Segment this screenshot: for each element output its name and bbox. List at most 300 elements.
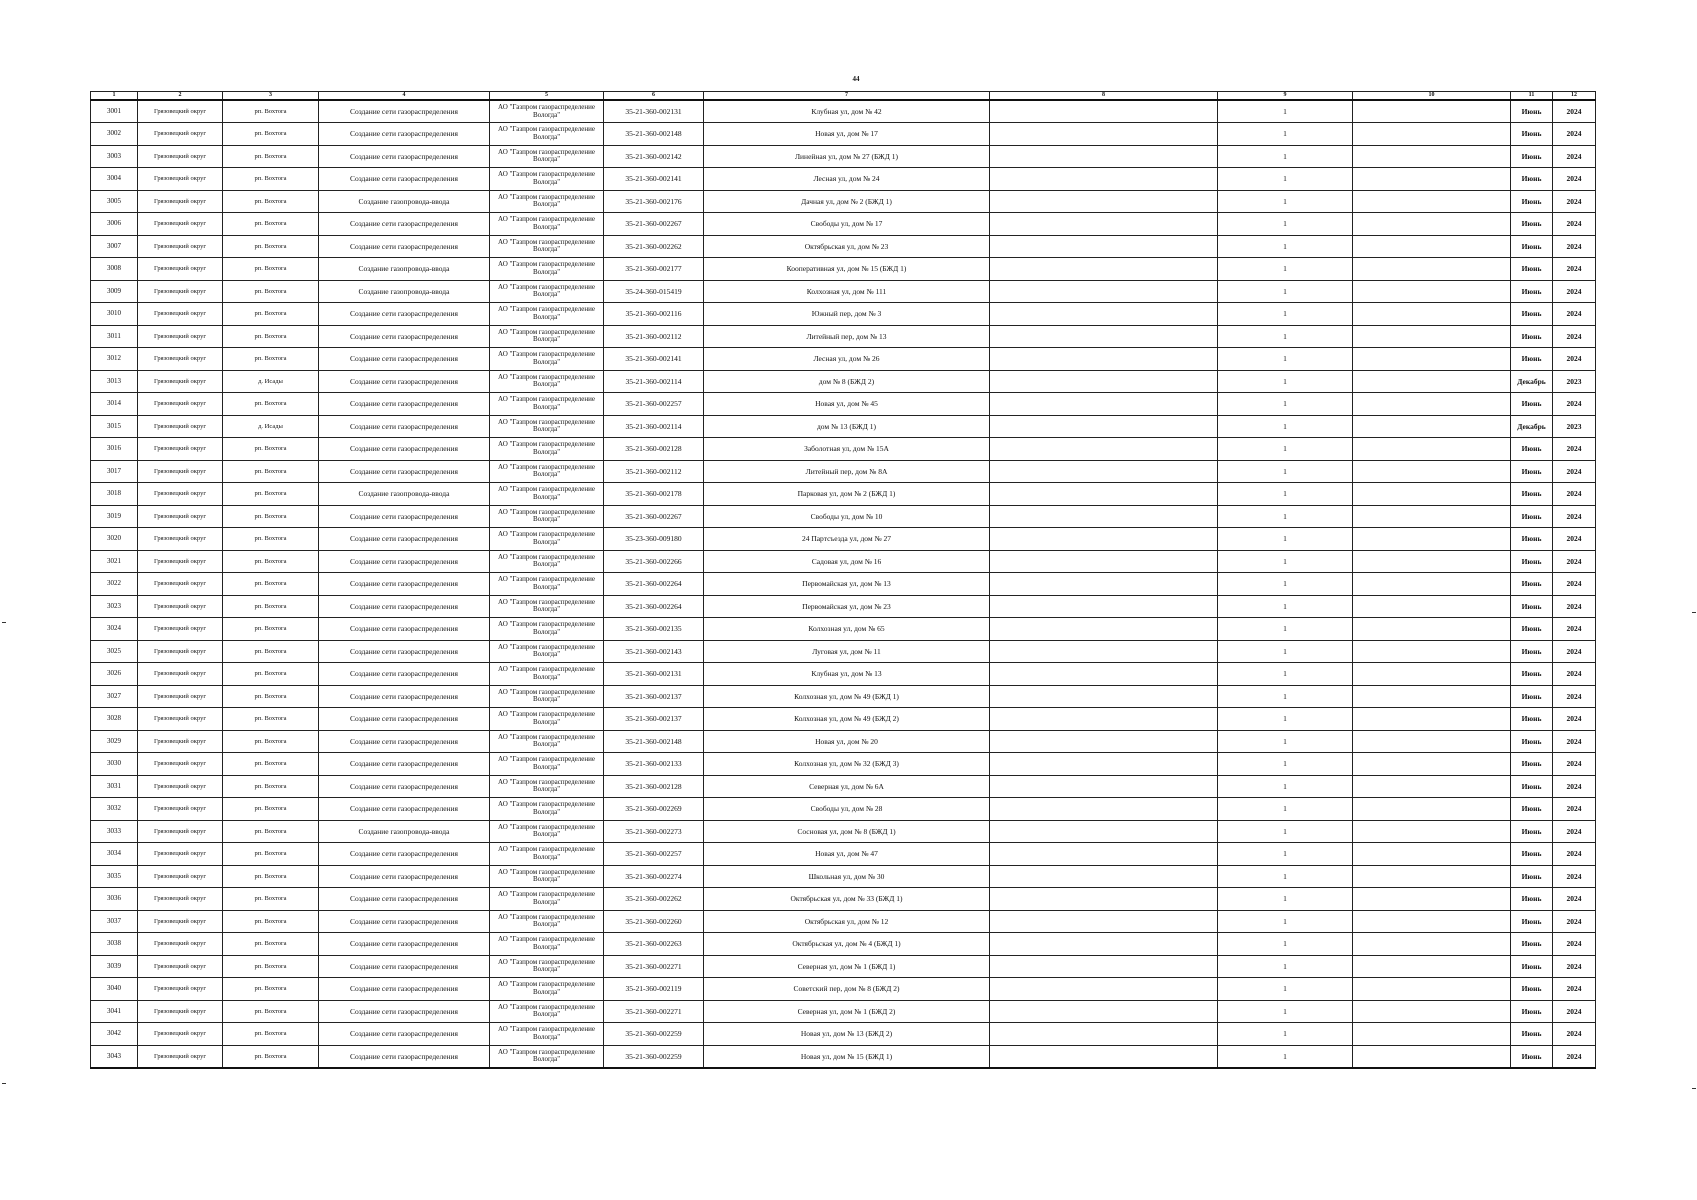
table-row: [91, 303, 1596, 326]
address-cell: Северная ул, дом № 1 (БЖД 1): [704, 955, 990, 978]
gas-operator-cell: АО "Газпром газораспределение Вологда": [490, 573, 604, 596]
empty-cell: [1353, 775, 1511, 798]
settlement-cell: рп. Вохтога: [223, 753, 319, 776]
work-type-cell: Создание сети газораспределения: [319, 460, 490, 483]
year-cell: 2024: [1553, 190, 1596, 213]
empty-cell: [1353, 348, 1511, 371]
month-cell: Июнь: [1511, 1000, 1553, 1023]
month-cell: Июнь: [1511, 775, 1553, 798]
object-code-cell: 35-21-360-002148: [604, 730, 704, 753]
address-cell: Новая ул, дом № 47: [704, 843, 990, 866]
row-number-cell: 3019: [91, 505, 138, 528]
work-type-cell: Создание сети газораспределения: [319, 978, 490, 1001]
empty-cell: [990, 1023, 1218, 1046]
month-cell: Июнь: [1511, 528, 1553, 551]
settlement-cell: рп. Вохтога: [223, 303, 319, 326]
settlement-cell: рп. Вохтога: [223, 618, 319, 641]
month-cell: Июнь: [1511, 933, 1553, 956]
table-row: [91, 168, 1596, 191]
quantity-cell: 1: [1218, 798, 1353, 821]
row-number-cell: 3016: [91, 438, 138, 461]
table-row: [91, 235, 1596, 258]
table-row: [91, 730, 1596, 753]
object-code-cell: 35-21-360-002259: [604, 1045, 704, 1068]
month-cell: Декабрь: [1511, 415, 1553, 438]
gas-operator-cell: АО "Газпром газораспределение Вологда": [490, 640, 604, 663]
work-type-cell: Создание сети газораспределения: [319, 438, 490, 461]
object-code-cell: 35-21-360-002259: [604, 1023, 704, 1046]
municipal-district-cell: Грязовецкий округ: [138, 595, 223, 618]
municipal-district-cell: Грязовецкий округ: [138, 168, 223, 191]
empty-cell: [990, 955, 1218, 978]
empty-cell: [1353, 528, 1511, 551]
address-cell: Дачная ул, дом № 2 (БЖД 1): [704, 190, 990, 213]
quantity-cell: 1: [1218, 100, 1353, 123]
month-cell: Июнь: [1511, 978, 1553, 1001]
address-cell: Первомайская ул, дом № 23: [704, 595, 990, 618]
month-cell: Июнь: [1511, 820, 1553, 843]
work-type-cell: Создание сети газораспределения: [319, 168, 490, 191]
empty-cell: [1353, 1045, 1511, 1068]
quantity-cell: 1: [1218, 820, 1353, 843]
empty-cell: [990, 888, 1218, 911]
row-number-cell: 3003: [91, 145, 138, 168]
quantity-cell: 1: [1218, 865, 1353, 888]
object-code-cell: 35-21-360-002133: [604, 753, 704, 776]
settlement-cell: рп. Вохтога: [223, 1045, 319, 1068]
empty-cell: [990, 280, 1218, 303]
address-cell: дом № 13 (БЖД 1): [704, 415, 990, 438]
address-cell: Луговая ул, дом № 11: [704, 640, 990, 663]
row-number-cell: 3043: [91, 1045, 138, 1068]
row-number-cell: 3040: [91, 978, 138, 1001]
municipal-district-cell: Грязовецкий округ: [138, 798, 223, 821]
object-code-cell: 35-21-360-002176: [604, 190, 704, 213]
row-number-cell: 3032: [91, 798, 138, 821]
empty-cell: [990, 348, 1218, 371]
settlement-cell: рп. Вохтога: [223, 775, 319, 798]
empty-cell: [990, 1045, 1218, 1068]
municipal-district-cell: Грязовецкий округ: [138, 505, 223, 528]
empty-cell: [1353, 865, 1511, 888]
settlement-cell: рп. Вохтога: [223, 798, 319, 821]
settlement-cell: рп. Вохтога: [223, 955, 319, 978]
gas-operator-cell: АО "Газпром газораспределение Вологда": [490, 100, 604, 123]
object-code-cell: 35-21-360-002119: [604, 978, 704, 1001]
settlement-cell: рп. Вохтога: [223, 168, 319, 191]
address-cell: Колхозная ул, дом № 49 (БЖД 2): [704, 708, 990, 731]
quantity-cell: 1: [1218, 325, 1353, 348]
address-cell: Октябрьская ул, дом № 12: [704, 910, 990, 933]
row-number-cell: 3024: [91, 618, 138, 641]
gas-operator-cell: АО "Газпром газораспределение Вологда": [490, 955, 604, 978]
empty-cell: [990, 213, 1218, 236]
settlement-cell: д. Исады: [223, 370, 319, 393]
table-row: [91, 415, 1596, 438]
gas-operator-cell: АО "Газпром газораспределение Вологда": [490, 393, 604, 416]
object-code-cell: 35-21-360-002141: [604, 348, 704, 371]
year-cell: 2024: [1553, 1000, 1596, 1023]
municipal-district-cell: Грязовецкий округ: [138, 933, 223, 956]
row-number-cell: 3036: [91, 888, 138, 911]
settlement-cell: рп. Вохтога: [223, 190, 319, 213]
empty-cell: [1353, 708, 1511, 731]
settlement-cell: рп. Вохтога: [223, 145, 319, 168]
row-number-cell: 3027: [91, 685, 138, 708]
row-number-cell: 3035: [91, 865, 138, 888]
address-cell: Новая ул, дом № 15 (БЖД 1): [704, 1045, 990, 1068]
quantity-cell: 1: [1218, 753, 1353, 776]
row-number-cell: 3029: [91, 730, 138, 753]
address-cell: Октябрьская ул, дом № 23: [704, 235, 990, 258]
municipal-district-cell: Грязовецкий округ: [138, 685, 223, 708]
gas-operator-cell: АО "Газпром газораспределение Вологда": [490, 798, 604, 821]
settlement-cell: рп. Вохтога: [223, 910, 319, 933]
row-number-cell: 3014: [91, 393, 138, 416]
quantity-cell: 1: [1218, 438, 1353, 461]
address-cell: Северная ул, дом № 6А: [704, 775, 990, 798]
quantity-cell: 1: [1218, 595, 1353, 618]
scan-edge-mark: [2, 1083, 6, 1084]
empty-cell: [1353, 145, 1511, 168]
empty-cell: [1353, 640, 1511, 663]
column-header-4: 4: [319, 92, 490, 101]
object-code-cell: 35-21-360-002269: [604, 798, 704, 821]
municipal-district-cell: Грязовецкий округ: [138, 528, 223, 551]
table-row: [91, 865, 1596, 888]
settlement-cell: рп. Вохтога: [223, 663, 319, 686]
empty-cell: [990, 370, 1218, 393]
month-cell: Июнь: [1511, 438, 1553, 461]
settlement-cell: рп. Вохтога: [223, 100, 319, 123]
object-code-cell: 35-21-360-002142: [604, 145, 704, 168]
gas-operator-cell: АО "Газпром газораспределение Вологда": [490, 910, 604, 933]
municipal-district-cell: Грязовецкий округ: [138, 100, 223, 123]
empty-cell: [990, 708, 1218, 731]
empty-cell: [990, 618, 1218, 641]
scan-edge-mark: [1692, 612, 1696, 613]
year-cell: 2024: [1553, 888, 1596, 911]
object-code-cell: 35-21-360-002271: [604, 1000, 704, 1023]
table-row: [91, 505, 1596, 528]
object-code-cell: 35-21-360-002143: [604, 640, 704, 663]
row-number-cell: 3028: [91, 708, 138, 731]
month-cell: Июнь: [1511, 595, 1553, 618]
year-cell: 2024: [1553, 933, 1596, 956]
year-cell: 2024: [1553, 595, 1596, 618]
municipal-district-cell: Грязовецкий округ: [138, 843, 223, 866]
settlement-cell: рп. Вохтога: [223, 888, 319, 911]
municipal-district-cell: Грязовецкий округ: [138, 888, 223, 911]
year-cell: 2024: [1553, 528, 1596, 551]
row-number-cell: 3022: [91, 573, 138, 596]
year-cell: 2024: [1553, 123, 1596, 146]
row-number-cell: 3018: [91, 483, 138, 506]
quantity-cell: 1: [1218, 168, 1353, 191]
empty-cell: [990, 865, 1218, 888]
settlement-cell: рп. Вохтога: [223, 820, 319, 843]
gas-operator-cell: АО "Газпром газораспределение Вологда": [490, 618, 604, 641]
settlement-cell: рп. Вохтога: [223, 865, 319, 888]
month-cell: Июнь: [1511, 303, 1553, 326]
table-row: [91, 1000, 1596, 1023]
work-type-cell: Создание сети газораспределения: [319, 775, 490, 798]
work-type-cell: Создание сети газораспределения: [319, 325, 490, 348]
year-cell: 2024: [1553, 483, 1596, 506]
empty-cell: [1353, 460, 1511, 483]
address-cell: Октябрьская ул, дом № 33 (БЖД 1): [704, 888, 990, 911]
gas-operator-cell: АО "Газпром газораспределение Вологда": [490, 550, 604, 573]
municipal-district-cell: Грязовецкий округ: [138, 370, 223, 393]
month-cell: Июнь: [1511, 910, 1553, 933]
object-code-cell: 35-21-360-002128: [604, 438, 704, 461]
empty-cell: [1353, 820, 1511, 843]
empty-cell: [1353, 573, 1511, 596]
settlement-cell: рп. Вохтога: [223, 843, 319, 866]
object-code-cell: 35-21-360-002257: [604, 843, 704, 866]
month-cell: Июнь: [1511, 483, 1553, 506]
quantity-cell: 1: [1218, 775, 1353, 798]
row-number-cell: 3010: [91, 303, 138, 326]
object-code-cell: 35-21-360-002264: [604, 573, 704, 596]
row-number-cell: 3008: [91, 258, 138, 281]
address-cell: 24 Партсъезда ул, дом № 27: [704, 528, 990, 551]
empty-cell: [990, 528, 1218, 551]
object-code-cell: 35-21-360-002116: [604, 303, 704, 326]
month-cell: Июнь: [1511, 708, 1553, 731]
empty-cell: [1353, 753, 1511, 776]
object-code-cell: 35-21-360-002135: [604, 618, 704, 641]
object-code-cell: 35-21-360-002137: [604, 708, 704, 731]
row-number-cell: 3001: [91, 100, 138, 123]
empty-cell: [990, 190, 1218, 213]
settlement-cell: рп. Вохтога: [223, 460, 319, 483]
work-type-cell: Создание газопровода-ввода: [319, 483, 490, 506]
work-type-cell: Создание сети газораспределения: [319, 910, 490, 933]
municipal-district-cell: Грязовецкий округ: [138, 865, 223, 888]
table-row: [91, 708, 1596, 731]
work-type-cell: Создание сети газораспределения: [319, 708, 490, 731]
month-cell: Июнь: [1511, 213, 1553, 236]
settlement-cell: рп. Вохтога: [223, 505, 319, 528]
empty-cell: [990, 910, 1218, 933]
scan-edge-mark: [2, 622, 6, 623]
row-number-cell: 3009: [91, 280, 138, 303]
empty-cell: [1353, 190, 1511, 213]
object-code-cell: 35-21-360-002262: [604, 235, 704, 258]
gas-operator-cell: АО "Газпром газораспределение Вологда": [490, 1023, 604, 1046]
month-cell: Июнь: [1511, 145, 1553, 168]
municipal-district-cell: Грязовецкий округ: [138, 190, 223, 213]
quantity-cell: 1: [1218, 303, 1353, 326]
column-header-9: 9: [1218, 92, 1353, 101]
quantity-cell: 1: [1218, 123, 1353, 146]
empty-cell: [990, 730, 1218, 753]
settlement-cell: рп. Вохтога: [223, 280, 319, 303]
column-header-11: 11: [1511, 92, 1553, 101]
empty-cell: [990, 325, 1218, 348]
work-type-cell: Создание сети газораспределения: [319, 235, 490, 258]
month-cell: Июнь: [1511, 798, 1553, 821]
table-row: [91, 213, 1596, 236]
month-cell: Июнь: [1511, 573, 1553, 596]
object-code-cell: 35-21-360-002131: [604, 100, 704, 123]
gas-operator-cell: АО "Газпром газораспределение Вологда": [490, 123, 604, 146]
work-type-cell: Создание сети газораспределения: [319, 618, 490, 641]
object-code-cell: 35-21-360-002274: [604, 865, 704, 888]
quantity-cell: 1: [1218, 235, 1353, 258]
municipal-district-cell: Грязовецкий округ: [138, 438, 223, 461]
empty-cell: [1353, 325, 1511, 348]
empty-cell: [1353, 213, 1511, 236]
year-cell: 2024: [1553, 213, 1596, 236]
month-cell: Июнь: [1511, 955, 1553, 978]
address-cell: Свободы ул, дом № 28: [704, 798, 990, 821]
table-row: [91, 258, 1596, 281]
work-type-cell: Создание сети газораспределения: [319, 753, 490, 776]
row-number-cell: 3006: [91, 213, 138, 236]
year-cell: 2024: [1553, 798, 1596, 821]
table-row: [91, 393, 1596, 416]
empty-cell: [1353, 843, 1511, 866]
table-row: [91, 933, 1596, 956]
quantity-cell: 1: [1218, 888, 1353, 911]
object-code-cell: 35-24-360-015419: [604, 280, 704, 303]
table-body: [91, 100, 1596, 1068]
empty-cell: [1353, 123, 1511, 146]
row-number-cell: 3041: [91, 1000, 138, 1023]
table-row: [91, 955, 1596, 978]
empty-cell: [1353, 393, 1511, 416]
address-cell: Клубная ул, дом № 13: [704, 663, 990, 686]
empty-cell: [1353, 933, 1511, 956]
table-row: [91, 978, 1596, 1001]
empty-cell: [990, 978, 1218, 1001]
settlement-cell: рп. Вохтога: [223, 550, 319, 573]
address-cell: Литейный пер, дом № 8А: [704, 460, 990, 483]
object-code-cell: 35-21-360-002266: [604, 550, 704, 573]
gas-operator-cell: АО "Газпром газораспределение Вологда": [490, 730, 604, 753]
municipal-district-cell: Грязовецкий округ: [138, 730, 223, 753]
empty-cell: [1353, 258, 1511, 281]
settlement-cell: рп. Вохтога: [223, 708, 319, 731]
empty-cell: [990, 685, 1218, 708]
year-cell: 2024: [1553, 685, 1596, 708]
table-row: [91, 190, 1596, 213]
empty-cell: [1353, 438, 1511, 461]
gas-operator-cell: АО "Газпром газораспределение Вологда": [490, 235, 604, 258]
table-row: [91, 663, 1596, 686]
row-number-cell: 3012: [91, 348, 138, 371]
table-row: [91, 888, 1596, 911]
gas-operator-cell: АО "Газпром газораспределение Вологда": [490, 505, 604, 528]
gas-operator-cell: АО "Газпром газораспределение Вологда": [490, 348, 604, 371]
quantity-cell: 1: [1218, 415, 1353, 438]
row-number-cell: 3025: [91, 640, 138, 663]
row-number-cell: 3011: [91, 325, 138, 348]
table-row: [91, 843, 1596, 866]
municipal-district-cell: Грязовецкий округ: [138, 415, 223, 438]
table-row: [91, 370, 1596, 393]
year-cell: 2024: [1553, 640, 1596, 663]
empty-cell: [990, 820, 1218, 843]
object-code-cell: 35-21-360-002128: [604, 775, 704, 798]
gas-operator-cell: АО "Газпром газораспределение Вологда": [490, 865, 604, 888]
settlement-cell: рп. Вохтога: [223, 730, 319, 753]
empty-cell: [990, 168, 1218, 191]
table-row: [91, 460, 1596, 483]
work-type-cell: Создание сети газораспределения: [319, 573, 490, 596]
empty-cell: [990, 663, 1218, 686]
row-number-cell: 3039: [91, 955, 138, 978]
address-cell: Школьная ул, дом № 30: [704, 865, 990, 888]
column-header-1: 1: [91, 92, 138, 101]
month-cell: Июнь: [1511, 258, 1553, 281]
gas-operator-cell: АО "Газпром газораспределение Вологда": [490, 528, 604, 551]
object-code-cell: 35-21-360-002114: [604, 415, 704, 438]
address-cell: Советский пер, дом № 8 (БЖД 2): [704, 978, 990, 1001]
column-header-5: 5: [490, 92, 604, 101]
municipal-district-cell: Грязовецкий округ: [138, 280, 223, 303]
year-cell: 2024: [1553, 550, 1596, 573]
year-cell: 2024: [1553, 820, 1596, 843]
work-type-cell: Создание сети газораспределения: [319, 888, 490, 911]
year-cell: 2024: [1553, 708, 1596, 731]
empty-cell: [1353, 483, 1511, 506]
quantity-cell: 1: [1218, 910, 1353, 933]
work-type-cell: Создание сети газораспределения: [319, 685, 490, 708]
month-cell: Июнь: [1511, 1045, 1553, 1068]
address-cell: Литейный пер, дом № 13: [704, 325, 990, 348]
month-cell: Июнь: [1511, 168, 1553, 191]
municipal-district-cell: Грязовецкий округ: [138, 955, 223, 978]
empty-cell: [1353, 100, 1511, 123]
table-row: [91, 820, 1596, 843]
column-number-row: [91, 92, 1596, 101]
quantity-cell: 1: [1218, 640, 1353, 663]
work-type-cell: Создание сети газораспределения: [319, 550, 490, 573]
municipal-district-cell: Грязовецкий округ: [138, 460, 223, 483]
municipal-district-cell: Грязовецкий округ: [138, 775, 223, 798]
month-cell: Июнь: [1511, 865, 1553, 888]
address-cell: Лесная ул, дом № 24: [704, 168, 990, 191]
empty-cell: [990, 100, 1218, 123]
quantity-cell: 1: [1218, 213, 1353, 236]
municipal-district-cell: Грязовецкий округ: [138, 618, 223, 641]
table-row: [91, 1045, 1596, 1068]
object-code-cell: 35-21-360-002141: [604, 168, 704, 191]
settlement-cell: рп. Вохтога: [223, 123, 319, 146]
month-cell: Декабрь: [1511, 370, 1553, 393]
empty-cell: [990, 573, 1218, 596]
month-cell: Июнь: [1511, 325, 1553, 348]
object-code-cell: 35-21-360-002260: [604, 910, 704, 933]
column-header-10: 10: [1353, 92, 1511, 101]
year-cell: 2024: [1553, 955, 1596, 978]
month-cell: Июнь: [1511, 618, 1553, 641]
month-cell: Июнь: [1511, 235, 1553, 258]
object-code-cell: 35-21-360-002137: [604, 685, 704, 708]
quantity-cell: 1: [1218, 460, 1353, 483]
municipal-district-cell: Грязовецкий округ: [138, 1023, 223, 1046]
address-cell: Кооперативная ул, дом № 15 (БЖД 1): [704, 258, 990, 281]
address-cell: Северная ул, дом № 1 (БЖД 2): [704, 1000, 990, 1023]
address-cell: Садовая ул, дом № 16: [704, 550, 990, 573]
settlement-cell: рп. Вохтога: [223, 258, 319, 281]
work-type-cell: Создание сети газораспределения: [319, 1023, 490, 1046]
year-cell: 2024: [1553, 168, 1596, 191]
object-code-cell: 35-21-360-002267: [604, 505, 704, 528]
